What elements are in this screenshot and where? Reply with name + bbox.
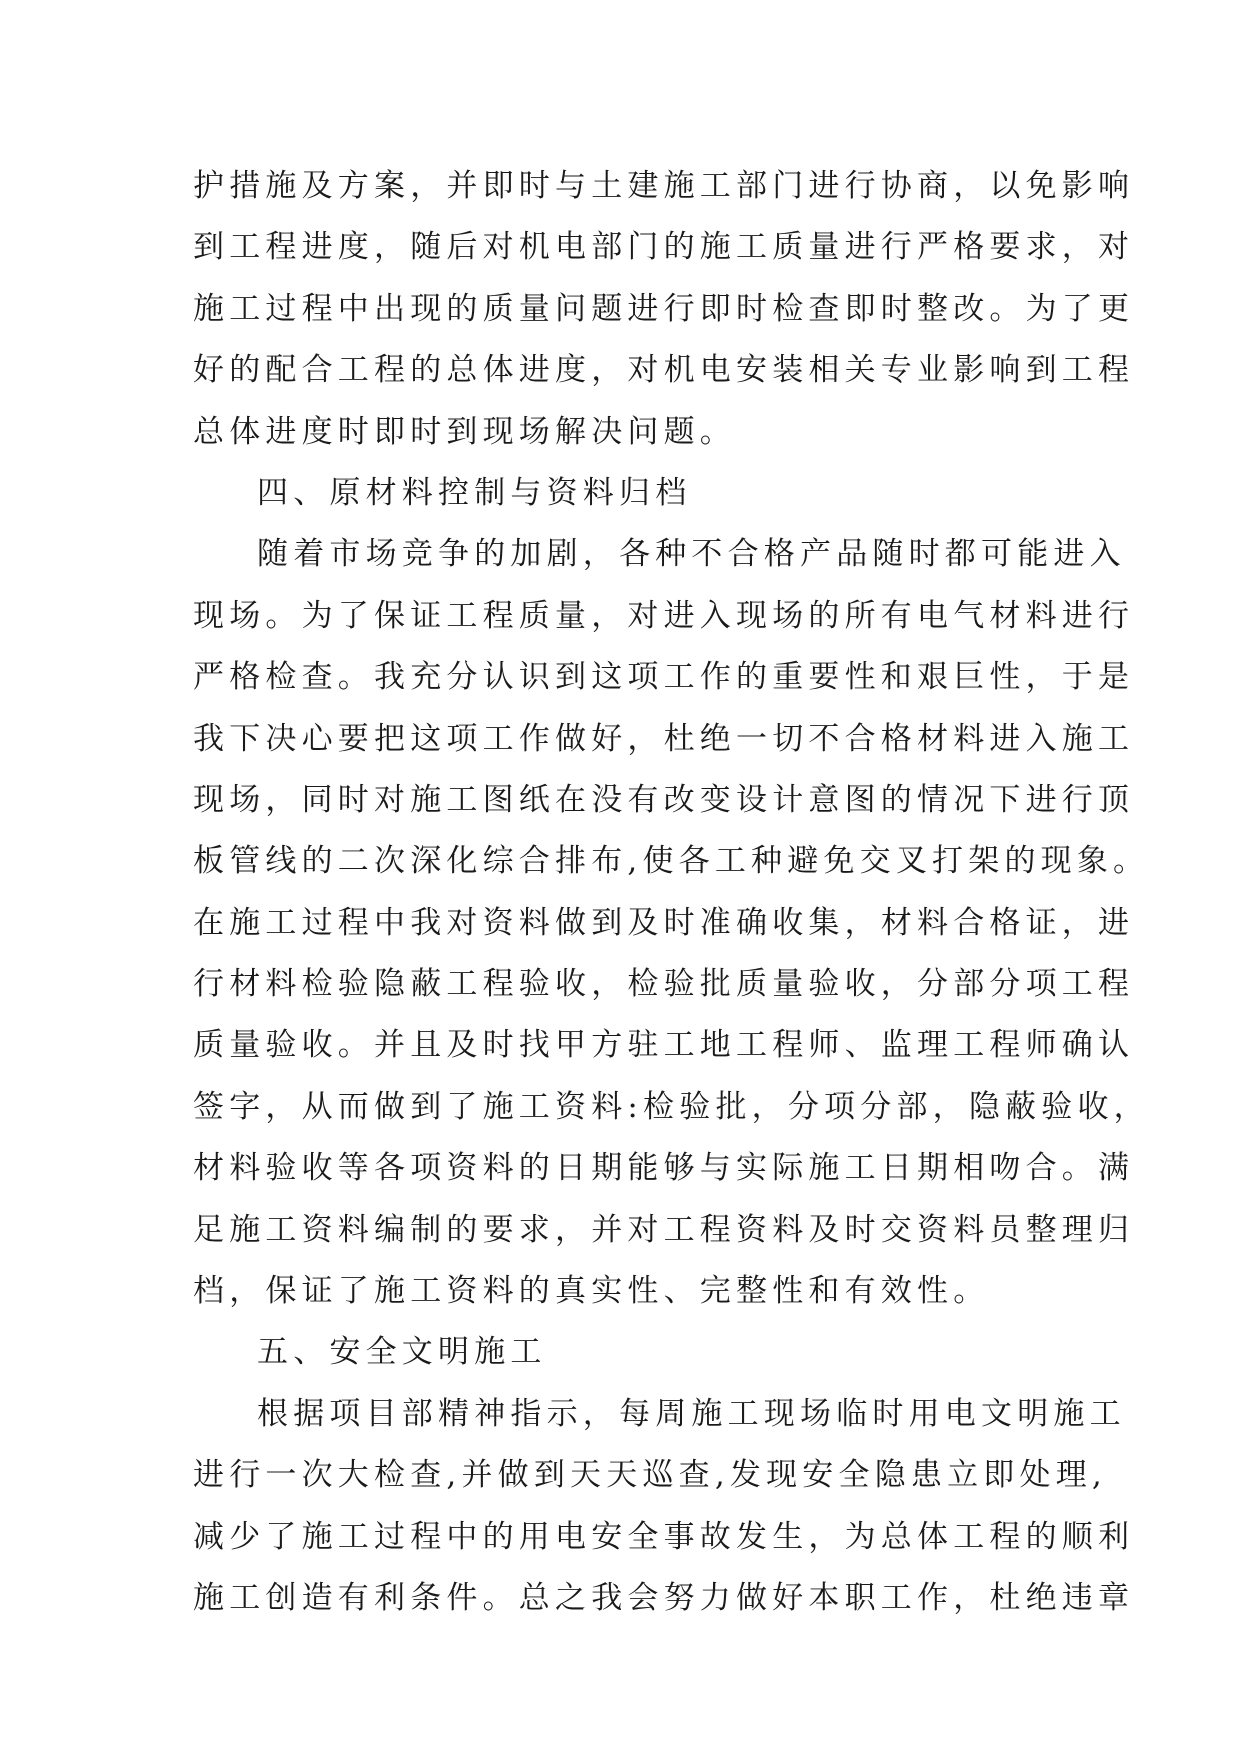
text-line: 进行一次大检查,并做到天天巡查,发现安全隐患立即处理,	[193, 1457, 1107, 1494]
text-line: 板管线的二次深化综合排布,使各工种避免交叉打架的现象。	[193, 843, 1150, 880]
text-line: 施工创造有利条件。总之我会努力做好本职工作，杜绝违章	[193, 1579, 1135, 1616]
text-line: 随着市场竞争的加剧，各种不合格产品随时都可能进入	[257, 536, 1126, 573]
text-line: 行材料检验隐蔽工程验收，检验批质量验收，分部分项工程	[193, 966, 1135, 1003]
text-line: 严格检查。我充分认识到这项工作的重要性和艰巨性，于是	[193, 659, 1135, 696]
text-line: 材料验收等各项资料的日期能够与实际施工日期相吻合。满	[193, 1150, 1135, 1187]
text-line: 在施工过程中我对资料做到及时准确收集，材料合格证，进	[193, 904, 1135, 941]
section-heading: 四、原材料控制与资料归档	[257, 474, 692, 511]
text-line: 我下决心要把这项工作做好，杜绝一切不合格材料进入施工	[193, 720, 1135, 757]
text-line: 现场。为了保证工程质量，对进入现场的所有电气材料进行	[193, 597, 1135, 634]
body-text	[193, 156, 1150, 1629]
text-line: 施工过程中出现的质量问题进行即时检查即时整改。为了更	[193, 290, 1135, 327]
text-line: 护措施及方案，并即时与土建施工部门进行协商，以免影响	[193, 168, 1135, 204]
text-line: 总体进度时即时到现场解决问题。	[193, 413, 736, 450]
text-line: 现场，同时对施工图纸在没有改变设计意图的情况下进行顶	[193, 781, 1135, 818]
text-line: 根据项目部精神指示，每周施工现场临时用电文明施工	[257, 1395, 1126, 1432]
text-line: 足施工资料编制的要求，并对工程资料及时交资料员整理归	[193, 1211, 1135, 1248]
text-line: 档，保证了施工资料的真实性、完整性和有效性。	[193, 1273, 990, 1310]
text-line: 签字，从而做到了施工资料:检验批，分项分部，隐蔽验收，	[193, 1088, 1150, 1125]
text-line: 到工程进度，随后对机电部门的施工质量进行严格要求，对	[193, 229, 1135, 266]
text-line: 质量验收。并且及时找甲方驻工地工程师、监理工程师确认	[193, 1027, 1135, 1064]
section-heading: 五、安全文明施工	[257, 1334, 547, 1371]
text-line: 好的配合工程的总体进度，对机电安装相关专业影响到工程	[193, 352, 1135, 389]
text-line: 减少了施工过程中的用电安全事故发生，为总体工程的顺利	[193, 1518, 1135, 1555]
